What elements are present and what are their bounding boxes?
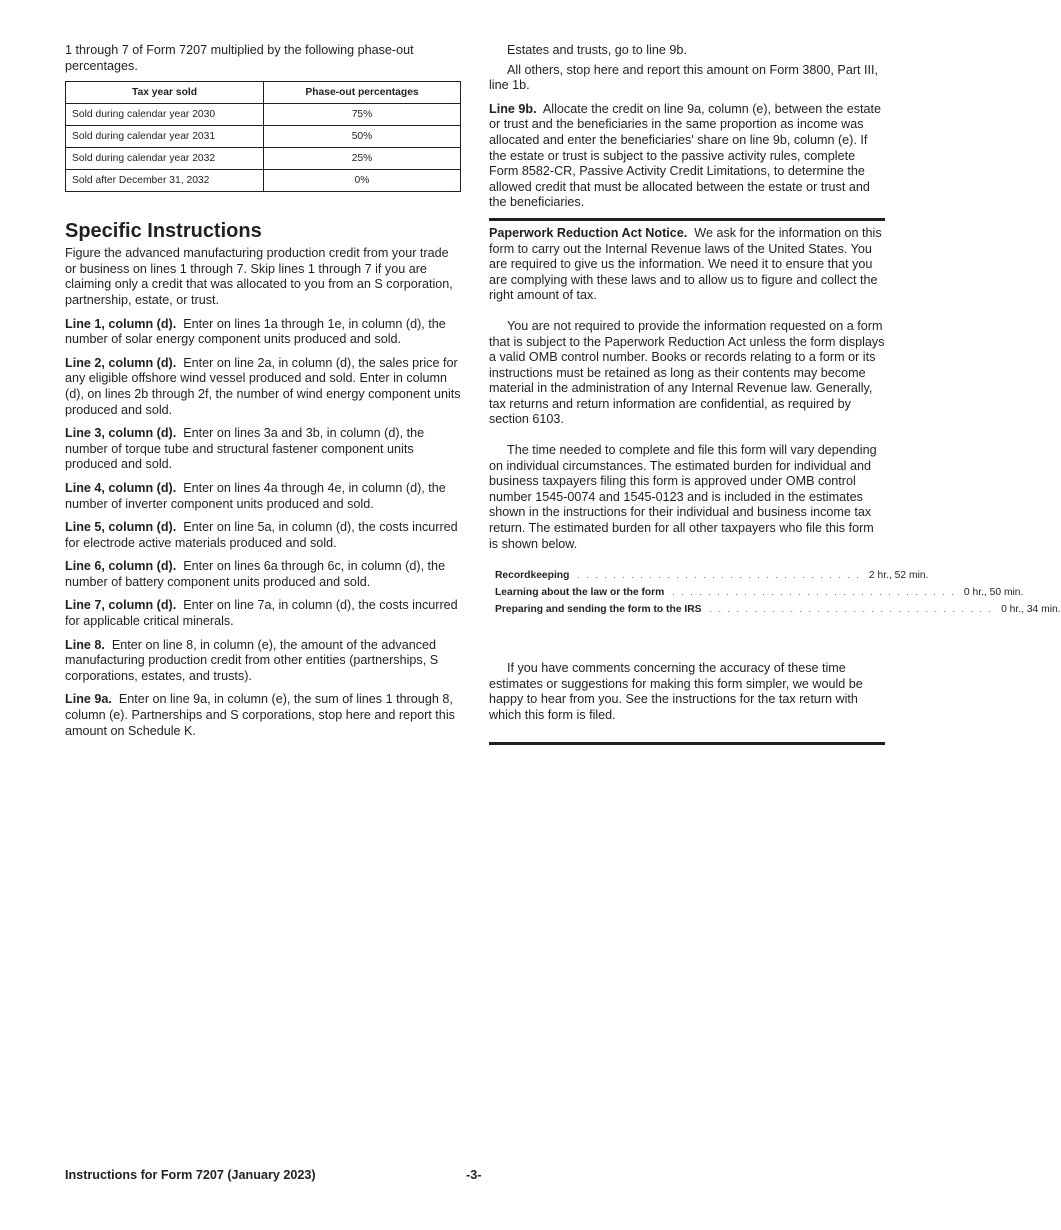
line-label: Line 7, column (d).	[65, 598, 177, 613]
line-label: Line 1, column (d).	[65, 316, 177, 331]
others-text: All others, stop here and report this amount on Form 3800, Part III, line 1b.	[489, 62, 879, 93]
estates-text: Estates and trusts, go to line 9b.	[507, 43, 687, 57]
table-row	[66, 170, 461, 192]
table-cell: Sold after December 31, 2032	[66, 170, 264, 192]
line-5-instruction	[65, 520, 461, 551]
line-label: Line 9a.	[65, 692, 112, 707]
line-text: Enter on lines 3a and 3b, in column (d), the number of torque tube and structural fastener component units produced and sold.	[65, 426, 425, 472]
table-cell: Sold during calendar year 2031	[66, 126, 264, 148]
line-text: Enter on lines 4a through 4e, in column (d), the number of inverter component units produced and sold.	[65, 480, 446, 511]
table-row	[66, 126, 461, 148]
line-label: Line 6, column (d).	[65, 559, 177, 574]
line-1-instruction	[65, 317, 461, 348]
line-text: Enter on line 5a, in column (d), the costs incurred for electrode active materials produced and sold.	[65, 520, 458, 550]
line-text: Allocate the credit on line 9a, column (e), between the estate or trust and the beneficiaries in the same proportion as income was allocated and enter the beneficiaries' share on line 9b, column (e). If the estate or trust is subject to the passive activity rules, complete Form 8582-CR, Passive Activity Credit Limitations, to determine the allowed credit that must be allocated between the estate or trust and the beneficiaries.	[489, 101, 882, 210]
line-label: Line 4, column (d).	[65, 480, 177, 495]
line-label: Line 3, column (d).	[65, 426, 177, 441]
burden-time: 2 hr., 52 min.	[868, 570, 929, 582]
paperwork-notice	[489, 226, 885, 304]
table-row	[66, 104, 461, 126]
line-label: Line 5, column (d).	[65, 520, 177, 535]
line-label: Line 9b.	[489, 101, 537, 116]
page-number: -3-	[466, 1168, 482, 1182]
line-3-instruction	[65, 426, 461, 473]
end-rule	[489, 742, 885, 745]
line-4-instruction	[65, 481, 461, 512]
comments-paragraph: If you have comments concerning the accuracy of these time estimates or suggestions for making this form simpler, we would be happy to hear from you. See the instructions for the tax return with which this form is filed.	[489, 661, 863, 722]
burden-row	[495, 604, 1061, 621]
footer-title: Instructions for Form 7207 (January 2023)	[65, 1168, 316, 1182]
right-column	[489, 43, 1061, 745]
table-row	[66, 148, 461, 170]
section-heading: Specific Instructions	[65, 220, 262, 243]
table-cell: 75%	[264, 104, 461, 126]
table-cell: 0%	[264, 170, 461, 192]
line-text: Enter on line 7a, in column (d), the costs incurred for applicable critical minerals.	[65, 598, 458, 629]
burden-label: Learning about the law or the form	[495, 587, 665, 599]
burden-paragraph: The time needed to complete and file this form will vary depending on individual circumstances. The estimated burden for individual and business taxpayers filing this form is approved under OMB control number 1545-0074 and 1545-0123 and is included in the estimates shown in the instructions for their individual and business income tax return. The estimated burden for all other taxpayers who file this form is shown below.	[489, 443, 877, 551]
line-text: Enter on lines 6a through 6c, in column (d), the number of battery component units produced and sold.	[65, 559, 446, 589]
line-9b-instruction	[489, 102, 885, 211]
table-cell: 25%	[264, 148, 461, 170]
table-header-phase-out: Phase-out percentages	[264, 82, 461, 104]
omb-paragraph: You are not required to provide the information requested on a form that is subject to the Paperwork Reduction Act unless the form displays a valid OMB control number. Books or records relating to a form or its instructions must be retained as long as their contents may become material in the administration of any Internal Revenue law. Generally, tax returns and return information are confidential, as required by section 6103.	[489, 318, 885, 427]
line-2-instruction	[65, 356, 461, 418]
line-text: Enter on line 9a, in column (e), the sum of lines 1 through 8, column (e). Partnerships and S corporations, stop here and report this amount on Schedule K.	[65, 692, 455, 738]
intro-text: 1 through 7 of Form 7207 multiplied by the following phase-out percentages.	[65, 43, 414, 73]
paperwork-label: Paperwork Reduction Act Notice.	[489, 225, 688, 240]
line-text: Enter on line 2a, in column (d), the sales price for any eligible offshore wind vessel produced and sold. Enter in column (d), on lines 2b through 2f, the number of wind energy component units produced and sold.	[65, 355, 461, 417]
table-header-tax-year: Tax year sold	[66, 82, 264, 104]
line-9a-instruction	[65, 692, 461, 739]
leader-dots: . . . . . . . . . . . . . . . . . . . . . . . . . . . . . . . .	[577, 570, 861, 581]
burden-label: Recordkeeping	[495, 570, 570, 582]
line-label: Line 2, column (d).	[65, 355, 177, 370]
burden-table	[495, 570, 1061, 621]
burden-label: Preparing and sending the form to the IRS	[495, 604, 702, 616]
line-7-instruction	[65, 598, 461, 629]
table-cell: Sold during calendar year 2030	[66, 104, 264, 126]
burden-row	[495, 587, 1024, 604]
table-cell: 50%	[264, 126, 461, 148]
leader-dots: . . . . . . . . . . . . . . . . . . . . . . . . . . . . . . . .	[672, 587, 956, 598]
burden-time: 0 hr., 50 min.	[963, 587, 1024, 599]
burden-time: 0 hr., 34 min.	[1001, 604, 1061, 616]
phase-out-table	[65, 81, 461, 192]
line-text: Enter on lines 1a through 1e, in column (d), the number of solar energy component units produced and sold.	[65, 316, 446, 347]
section-divider	[489, 218, 885, 304]
line-6-instruction	[65, 559, 461, 590]
line-8-instruction	[65, 638, 461, 685]
left-column	[65, 43, 461, 747]
burden-row	[495, 570, 929, 587]
table-header-row	[66, 82, 461, 104]
specific-intro: Figure the advanced manufacturing production credit from your trade or business on lines 1 through 7. Skip lines 1 through 7 if you are claiming only a credit that was allocated to you from an S corporation, partnership, estate, or trust.	[65, 246, 453, 307]
table-cell: Sold during calendar year 2032	[66, 148, 264, 170]
paperwork-text: We ask for the information on this form to carry out the Internal Revenue laws of the United States. You are required to give us the information. We need it to ensure that you are complying with these laws and to allow us to figure and collect the right amount of tax.	[489, 225, 882, 303]
line-label: Line 8.	[65, 637, 105, 652]
leader-dots: . . . . . . . . . . . . . . . . . . . . . . . . . . . . . . . .	[709, 604, 994, 615]
line-text: Enter on line 8, in column (e), the amount of the advanced manufacturing production credit from other entities (partnerships, S corporations, estates, and trusts).	[65, 637, 439, 683]
